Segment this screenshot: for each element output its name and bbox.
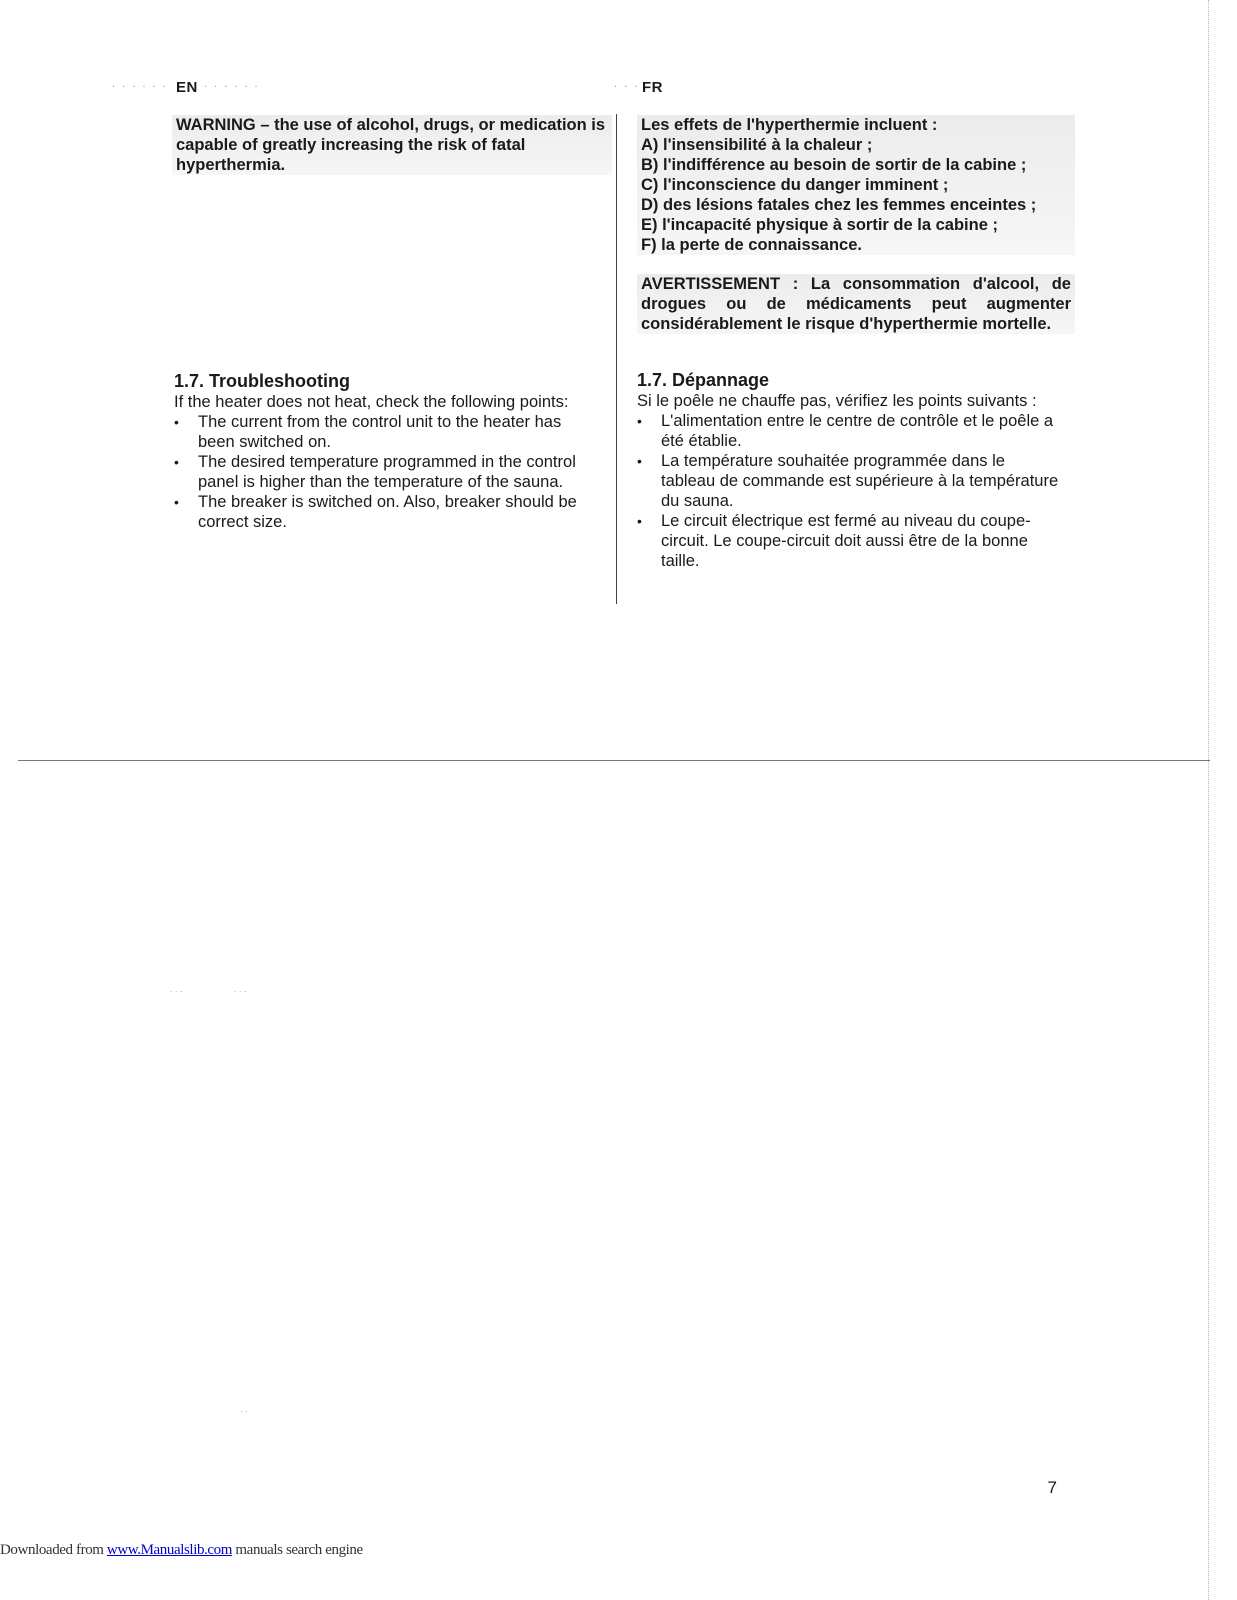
list-item	[174, 452, 599, 492]
scan-dots-left: . . . . . .	[112, 78, 168, 90]
page-number: 7	[1047, 1478, 1057, 1497]
troubleshooting-fr	[637, 391, 1060, 571]
bullet-icon: •	[174, 414, 179, 430]
footer	[0, 1542, 363, 1559]
effects-line: B) l'indifférence au besoin de sortir de la cabine ;	[641, 156, 1027, 174]
scan-speck: . .	[240, 1404, 248, 1414]
intro-fr: Si le poêle ne chauffe pas, vérifiez les points suivants :	[637, 392, 1037, 410]
scan-edge	[1208, 0, 1209, 1600]
effects-line: E) l'incapacité physique à sortir de la cabine ;	[641, 216, 998, 234]
scan-dots-left-trail: . . . . . .	[204, 78, 260, 90]
list-item	[637, 411, 1060, 451]
troubleshooting-en	[174, 392, 599, 532]
list-item-text: The breaker is switched on. Also, breaker should be correct size.	[198, 493, 577, 531]
page-divider	[18, 760, 1210, 761]
effects-line: Les effets de l'hyperthermie incluent :	[641, 116, 938, 134]
effects-line: A) l'insensibilité à la chaleur ;	[641, 136, 873, 154]
effects-line: F) la perte de connaissance.	[641, 236, 862, 254]
scan-speck: . . .	[234, 984, 247, 994]
list-item	[174, 492, 599, 532]
intro-en: If the heater does not heat, check the following points:	[174, 393, 569, 411]
effects-line: D) des lésions fatales chez les femmes enceintes ;	[641, 196, 1037, 214]
warning-fr: AVERTISSEMENT : La consommation d'alcool, de drogues ou de médicaments peut augmenter considérablement le risque d'hyperthermie mortelle.	[637, 274, 1075, 334]
effects-line: C) l'inconscience du danger imminent ;	[641, 176, 949, 194]
bullet-icon: •	[637, 513, 642, 529]
scan-dots-right: . . .	[614, 78, 640, 90]
column-divider	[616, 114, 617, 604]
scan-speck: . . .	[170, 984, 183, 994]
footer-prefix: Downloaded from	[0, 1542, 107, 1558]
bullet-icon: •	[174, 494, 179, 510]
footer-suffix: manuals search engine	[232, 1542, 363, 1558]
bullet-icon: •	[174, 454, 179, 470]
list-item-text: Le circuit électrique est fermé au niveau du coupe-circuit. Le coupe-circuit doit aussi être de la bonne taille.	[661, 512, 1031, 570]
list-item-text: L'alimentation entre le centre de contrôle et le poêle a été établie.	[661, 412, 1054, 450]
lang-tag-en: EN	[176, 79, 198, 96]
list-item	[174, 412, 599, 452]
checklist-fr	[637, 411, 1060, 571]
bullet-icon: •	[637, 413, 642, 429]
warning-en: WARNING – the use of alcohol, drugs, or medication is capable of greatly increasing the risk of fatal hyperthermia.	[172, 115, 612, 175]
section-title-en: 1.7. Troubleshooting	[174, 371, 351, 391]
checklist-en	[174, 412, 599, 532]
lang-tag-fr: FR	[642, 79, 663, 96]
list-item	[637, 451, 1060, 511]
manualslib-link[interactable]: www.Manualslib.com	[106, 1542, 233, 1558]
list-item-text: The current from the control unit to the heater has been switched on.	[198, 413, 562, 451]
hyperthermia-effects-fr	[637, 115, 1075, 255]
section-title-fr: 1.7. Dépannage	[637, 370, 770, 390]
list-item	[637, 511, 1060, 571]
list-item-text: The desired temperature programmed in the control panel is higher than the temperature of the sauna.	[198, 453, 576, 491]
bullet-icon: •	[637, 453, 642, 469]
list-item-text: La température souhaitée programmée dans le tableau de commande est supérieure à la température du sauna.	[661, 452, 1059, 510]
